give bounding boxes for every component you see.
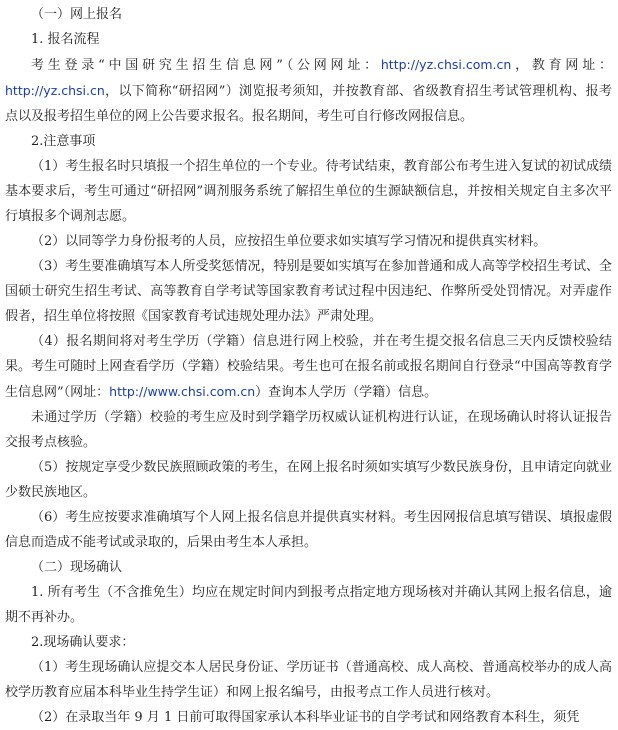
note-6: （6）考生应按要求准确填写个人网上报名信息并提供真实材料。考生因网报信息填写错误、填报虚假信息而造成不能考试或录取的，后果由考生本人承担。	[5, 510, 612, 550]
requirement-1: （1）考生现场确认应提交本人居民身份证、学历证书（普通高校、成人高校、普通高校举办的成人高校学历教育应届本科毕业生持学生证）和网上报名编号，由报考点工作人员进行核对。	[5, 660, 612, 700]
note-3: （3）考生要准确填写本人所受奖惩情况，特别是要如实填写在参加普通和成人高等学校招生考试、全国硕士研究生招生考试、高等教育自学考试等国家教育考试过程中因违纪、作弊所受处罚情况。对弄虚作假者，招生单位将按照《国家教育考试违规处理办法》严肃处理。	[5, 259, 612, 324]
text-run: （4）报名期间将对考生学历（学籍）信息进行网上校验，并在考生提交报名信息三天内反馈校验结果。考生可随时上网查看学历（学籍）校验结果。考生也可在报名前或报名期间自行登录“中国高等教育学生信息网”（网址：	[5, 334, 612, 400]
note-4	[5, 329, 612, 405]
text-run: ，以下简称“研招网”）浏览报考须知，并按教育部、省级教育招生考试管理机构、报考点以及报考招生单位的网上公告要求报名。报名期间，考生可自行修改网报信息。	[5, 84, 612, 124]
paragraph-registration-process	[5, 52, 612, 129]
text-run: ）查询本人学历（学籍）信息。	[255, 385, 438, 400]
subheading-onsite-requirements: 2.现场确认要求：	[31, 635, 135, 650]
note-1: （1）考生报名时只填报一个招生单位的一个专业。待考试结束，教育部公布考生进入复试的初试成绩基本要求后，考生可通过“研招网”调剂服务系统了解招生单位的生源缺额信息，并按相关规定自主多次平行填报多个调剂志愿。	[5, 159, 612, 224]
note-4-continued: 未通过学历（学籍）校验的考生应及时到学籍学历权威认证机构进行认证，在现场确认时将认证报告交报考点核验。	[5, 410, 612, 450]
section-heading-online-registration: （一）网上报名	[31, 7, 123, 22]
text-run: ，教育网址：	[511, 58, 612, 73]
link-yz-chsi-com-cn[interactable]: http://yz.chsi.com.cn	[380, 57, 512, 72]
link-www-chsi-com-cn[interactable]: http://www.chsi.com.cn	[109, 384, 256, 399]
link-yz-chsi-cn[interactable]: http://yz.chsi.cn	[5, 83, 105, 98]
section-heading-onsite-confirmation: （二）现场确认	[31, 560, 123, 575]
subheading-registration-process: 1. 报名流程	[31, 32, 100, 47]
subheading-notes: 2.注意事项	[31, 134, 96, 149]
note-5: （5）按规定享受少数民族照顾政策的考生，在网上报名时须如实填写少数民族身份，且申请定向就业少数民族地区。	[5, 460, 612, 500]
requirement-2: （2）在录取当年 9 月 1 日前可取得国家承认本科毕业证书的自学考试和网络教育本科生，须凭	[31, 710, 580, 725]
text-run: 考生登录“中国研究生招生信息网”（公网网址：	[31, 58, 381, 73]
onsite-paragraph-1: 1. 所有考生（不含推免生）均应在规定时间内到报考点指定地方现场核对并确认其网上报名信息，逾期不再补办。	[5, 585, 612, 625]
note-2: （2）以同等学力身份报考的人员，应按招生单位要求如实填写学习情况和提供真实材料。	[31, 234, 547, 249]
